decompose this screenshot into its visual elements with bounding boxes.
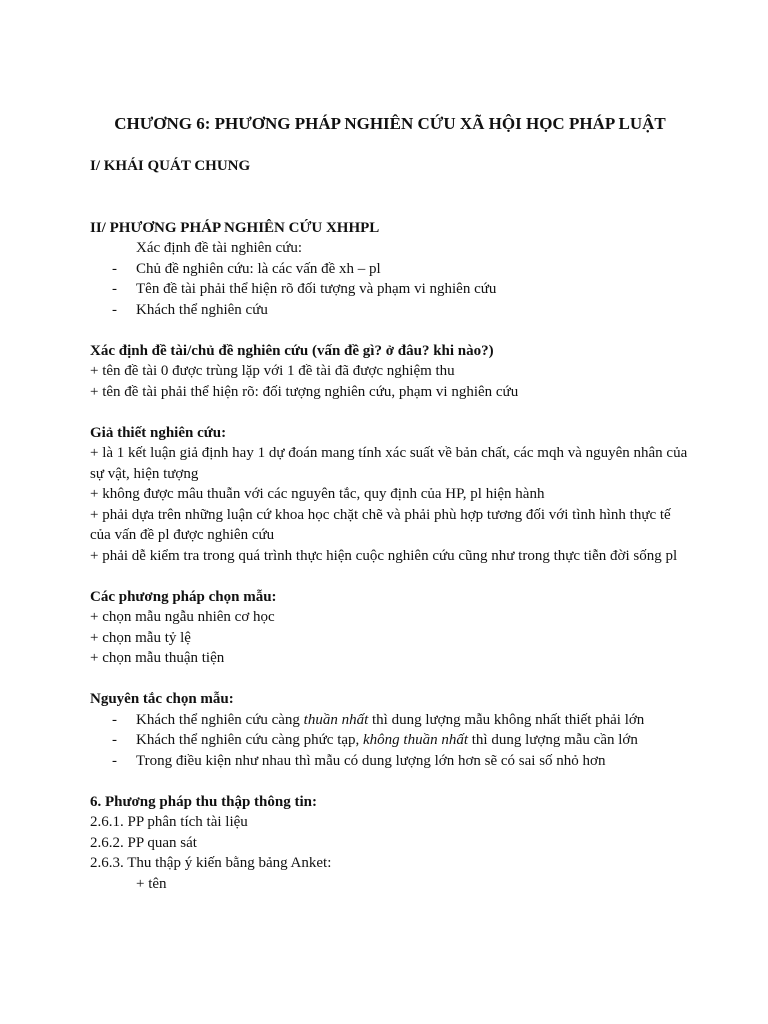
spacer [90,771,690,792]
spacer [90,402,690,423]
document-page [90,112,690,894]
methods-list [90,259,690,321]
list-item: - Trong điều kiện như nhau thì mẫu có dung lượng lớn hơn sẽ có sai số nhỏ hơn [90,751,690,772]
list-item: - Chủ đề nghiên cứu: là các vấn đề xh – pl [90,259,690,280]
sampling-principles-list [90,710,690,772]
spacer [90,320,690,341]
spacer [90,669,690,690]
spacer [90,177,690,218]
list-item: - Khách thể nghiên cứu càng phức tạp, không thuần nhất thì dung lượng mẫu cần lớn [90,730,690,751]
sampling-methods-heading: Các phương pháp chọn mẫu: [90,588,277,605]
list-item: - Tên đề tài phải thể hiện rõ đối tượng và phạm vi nghiên cứu [90,279,690,300]
chapter-title: CHƯƠNG 6: PHƯƠNG PHÁP NGHIÊN CỨU XÃ HỘI HỌC PHÁP LUẬT [114,114,666,133]
spacer [90,566,690,587]
section-heading-general: I/ KHÁI QUÁT CHUNG [90,158,251,174]
list-dash: - [112,732,117,748]
data-collection-heading: 6. Phương pháp thu thập thông tin: [90,793,317,810]
list-dash: - [112,711,117,728]
topic-heading: Xác định đề tài/chủ đề nghiên cứu (vấn đề gì? ở đâu? khi nào?) [90,342,494,359]
list-item: - Khách thể nghiên cứu [90,300,690,321]
hypothesis-line: + không được mâu thuẫn với các nguyên tắc, quy định của HP, pl hiện hành [90,486,545,502]
data-collection-line: 2.6.3. Thu thập ý kiến bằng bảng Anket: [90,855,332,871]
section-heading-methods: II/ PHƯƠNG PHÁP NGHIÊN CỨU XHHPL [90,219,380,236]
hypothesis-line: + là 1 kết luận giả định hay 1 dự đoán mang tính xác suất về bản chất, các mqh và nguyên nhân của sự vật, hiện tượng [90,445,688,482]
list-dash: - [112,752,117,769]
data-collection-line: 2.6.2. PP quan sát [90,834,197,851]
list-item: - Khách thể nghiên cứu càng thuần nhất thì dung lượng mẫu không nhất thiết phải lớn [90,710,690,731]
data-collection-sub-line: + tên [136,875,167,892]
hypothesis-line: + phải dựa trên những luận cứ khoa học chặt chẽ và phải phù hợp tương đối với tình hình thực tế của vấn đề pl được nghiên cứu [90,506,671,543]
sampling-principles-heading: Nguyên tắc chọn mẫu: [90,691,234,707]
data-collection-line: 2.6.1. PP phân tích tài liệu [90,814,248,830]
list-dash: - [112,260,117,277]
topic-line: + tên đề tài phải thể hiện rõ: đối tượng nghiên cứu, phạm vi nghiên cứu [90,383,519,400]
sampling-method-line: + chọn mẫu tỷ lệ [90,629,191,646]
sampling-method-line: + chọn mẫu thuận tiện [90,650,225,666]
sampling-method-line: + chọn mẫu ngẫu nhiên cơ học [90,609,275,625]
list-dash: - [112,301,117,318]
list-dash: - [112,281,117,297]
methods-intro: Xác định đề tài nghiên cứu: [136,240,302,256]
hypothesis-line: + phải dễ kiểm tra trong quá trình thực hiện cuộc nghiên cứu cũng như trong thực tiễn đời sống pl [90,547,678,564]
hypothesis-heading: Giả thiết nghiên cứu: [90,424,227,441]
topic-line: + tên đề tài 0 được trùng lặp với 1 đề tài đã được nghiệm thu [90,363,455,379]
